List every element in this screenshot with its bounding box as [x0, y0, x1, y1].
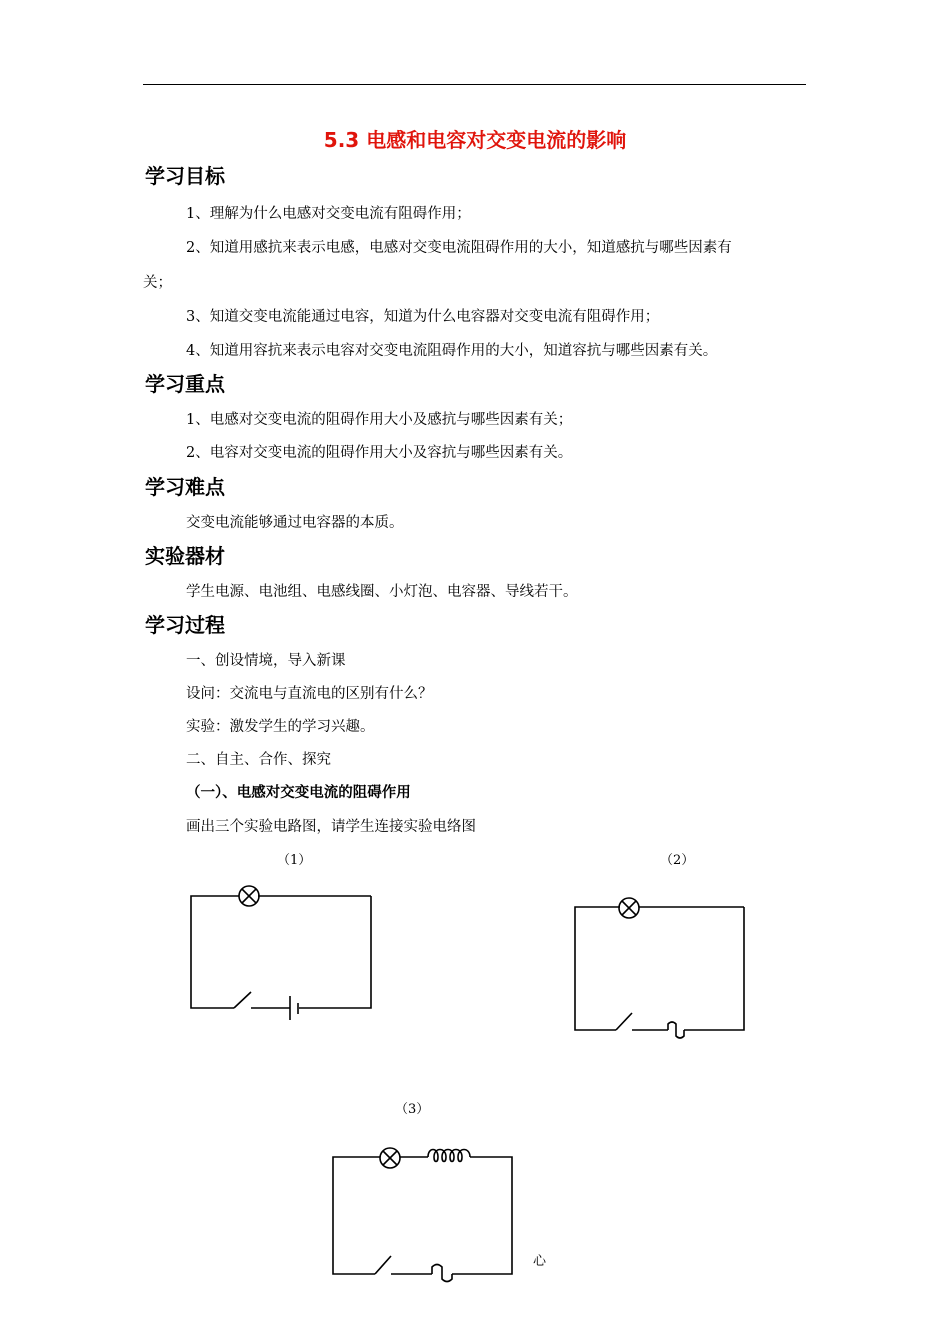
circuit-2-wire-left	[575, 907, 620, 1030]
circuit-2-switch-icon	[616, 1013, 632, 1030]
heading-process: 学习过程	[145, 613, 225, 637]
process-instruction: 画出三个实验电路图，请学生连接实验电络图	[186, 819, 476, 835]
circuit-3-ac-source-icon	[432, 1265, 452, 1282]
process-item-3: 实验：激发学生的学习兴趣。	[186, 719, 375, 735]
circuit-3-wire-right	[452, 1157, 512, 1274]
diagram-label-1: （1）	[277, 853, 312, 868]
diagram-label-3: （3）	[395, 1102, 430, 1117]
heading-difficulties: 学习难点	[145, 475, 225, 499]
heading-equipment: 实验器材	[145, 544, 225, 568]
circuit-1-wire-right	[299, 896, 371, 1008]
circuit-2-ac-source-icon	[668, 1022, 684, 1038]
goal-item-3: 3、知道交变电流能通过电容，知道为什么电容器对交变电流有阻碍作用；	[186, 309, 660, 325]
circuit-3	[333, 1148, 512, 1282]
goal-item-2-cont: 关；	[143, 275, 172, 291]
difficulty-item: 交变电流能够通过电容器的本质。	[186, 515, 404, 531]
process-item-4: 二、自主、合作、探究	[186, 752, 331, 768]
goal-item-4: 4、知道用容抗来表示电容对交变电流阻碍作用的大小，知道容抗与哪些因素有关。	[186, 343, 718, 359]
diagram-label-2: （2）	[660, 853, 695, 868]
circuit-1-switch-icon	[234, 992, 251, 1008]
circuit-1-wire-left	[191, 896, 239, 1008]
circuit-3-inductor-icon	[428, 1150, 470, 1162]
equipment-item: 学生电源、电池组、电感线圈、小灯泡、电容器、导线若干。	[186, 584, 578, 600]
goal-item-1: 1、理解为什么电感对交变电流有阻碍作用；	[186, 206, 471, 222]
key-point-1: 1、电感对交变电流的阻碍作用大小及感抗与哪些因素有关；	[186, 412, 573, 428]
page-title: 5.3 电感和电容对交变电流的影响	[323, 128, 627, 152]
heading-key-points: 学习重点	[145, 372, 225, 396]
process-item-2: 设问：交流电与直流电的区别有什么？	[186, 686, 433, 702]
stray-char: 心	[533, 1254, 547, 1269]
process-item-1: 一、创设情境，导入新课	[186, 653, 346, 669]
heading-goals: 学习目标	[145, 164, 225, 188]
circuit-2-wire-right	[684, 907, 744, 1030]
subheading-inductance: （一）、电感对交变电流的阻碍作用	[186, 785, 411, 801]
circuit-1	[191, 886, 371, 1020]
circuit-3-switch-icon	[375, 1256, 391, 1274]
goal-item-2: 2、知道用感抗来表示电感，电感对交变电流阻碍作用的大小，知道感抗与哪些因素有	[186, 240, 732, 256]
circuit-3-wire-left	[333, 1157, 380, 1274]
circuit-2	[575, 898, 744, 1038]
key-point-2: 2、电容对交变电流的阻碍作用大小及容抗与哪些因素有关。	[186, 445, 573, 461]
